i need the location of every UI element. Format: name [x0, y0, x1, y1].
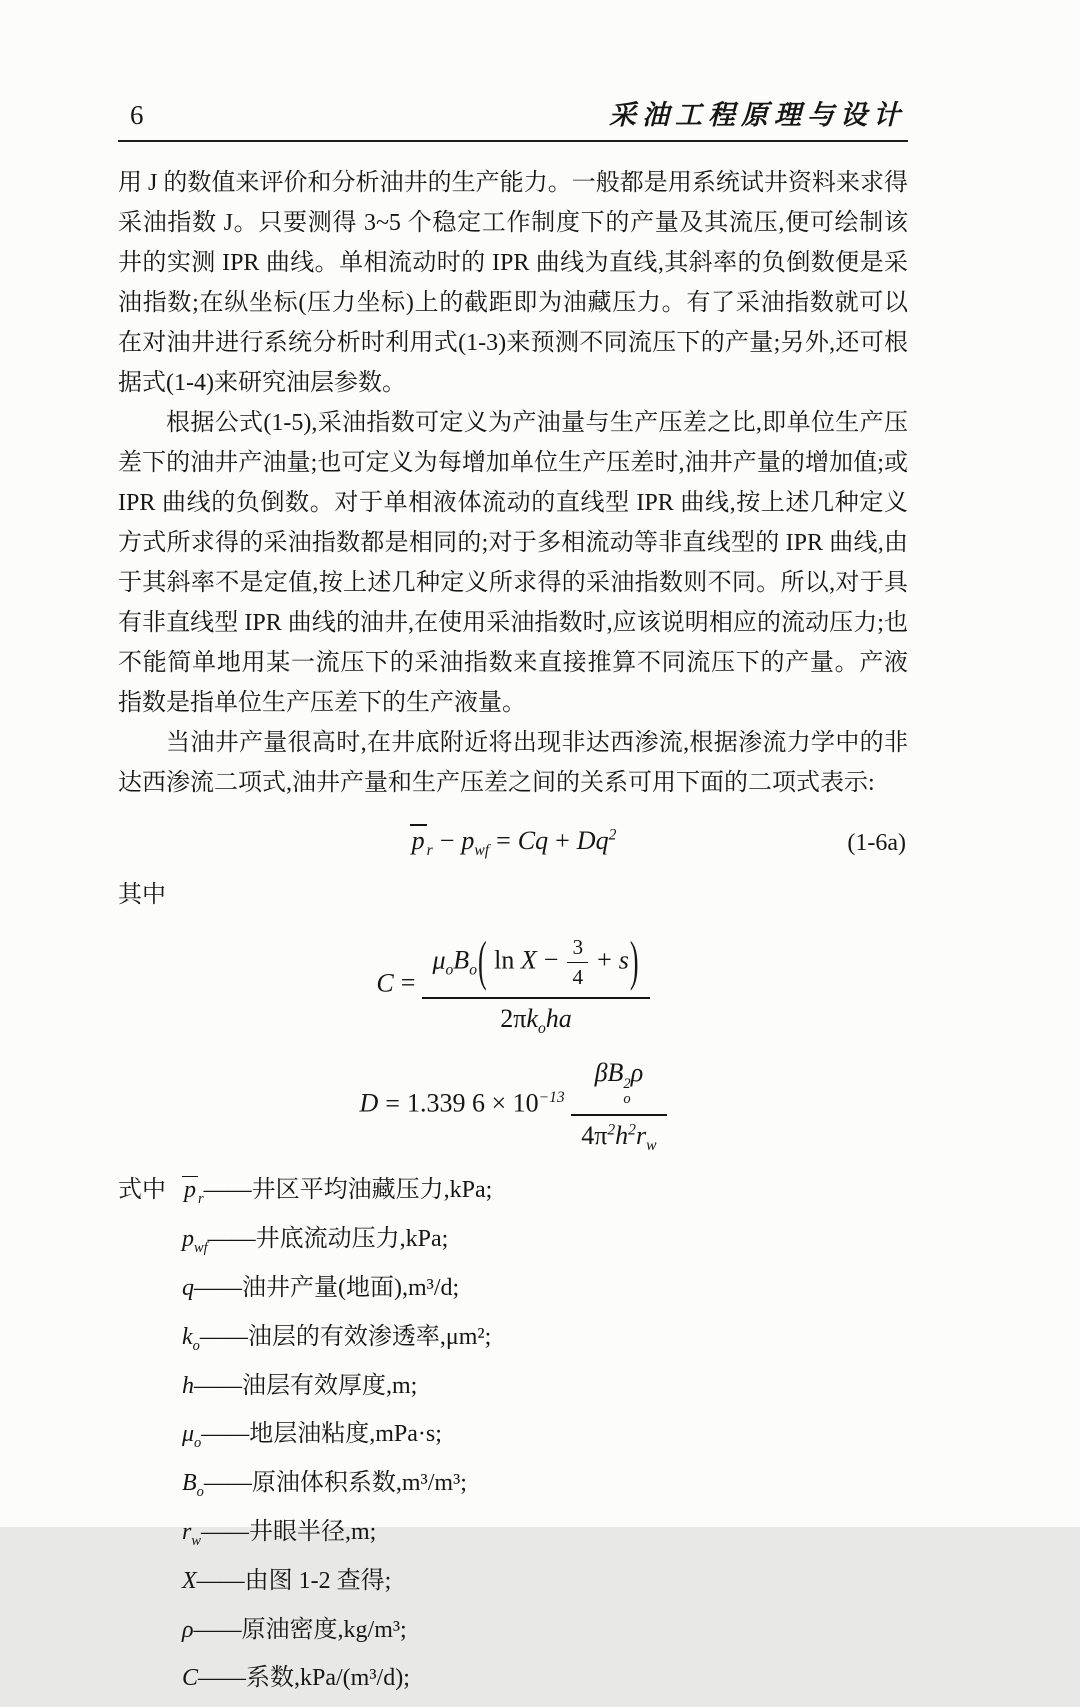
symbol-beta: β [594, 1058, 608, 1088]
definition-row-X [182, 1561, 908, 1610]
symbol-rho: ρ [630, 1058, 644, 1088]
symbol: $p_{wf}$ [182, 1226, 208, 1256]
coefficient: 1.339 6 × 10 [406, 1088, 539, 1118]
term-Dq: Dq [576, 825, 609, 855]
fraction-D-denominator [571, 1116, 666, 1156]
subscript-o: o [445, 961, 454, 979]
definition-text: ——地层油粘度,mPa·s; [201, 1421, 442, 1448]
left-paren: ( [477, 930, 487, 992]
subscript-o: o [623, 1090, 631, 1107]
B-sup-sub-stack [623, 1077, 630, 1108]
definition-text: ——原油密度,kg/m³; [193, 1616, 407, 1643]
subscript-w: w [646, 1137, 657, 1155]
numerator-3: 3 [567, 935, 588, 963]
minus-operator: − [439, 825, 455, 855]
exponent-minus-13: −13 [538, 1089, 565, 1106]
symbol-D: D [359, 1088, 379, 1118]
equals-operator: = [385, 1088, 400, 1118]
definition-row-pwf [182, 1219, 908, 1268]
term-Cq: Cq [517, 825, 549, 855]
symbol-C: C [376, 968, 394, 998]
definition-text: ——井眼半径,m; [200, 1518, 377, 1545]
definition-text: ——油层的有效渗透率,μm²; [199, 1323, 492, 1350]
plus-operator: + [597, 945, 612, 975]
page-header [118, 102, 908, 142]
book-title: 采油工程原理与设计 [609, 100, 906, 130]
symbol: $\mu_o$ [182, 1421, 202, 1452]
symbol-X: X [520, 945, 537, 975]
definition-row-C [182, 1658, 908, 1707]
symbol-p-wellbore: p [461, 825, 475, 855]
symbol-B: B [607, 1058, 624, 1088]
definition-text: ——原油体积系数,m³/m³; [203, 1470, 467, 1497]
among-which-label: 其中 [118, 881, 166, 908]
term-ha: ha [545, 1003, 572, 1033]
symbol: ρ [182, 1616, 194, 1643]
page-number: 6 [130, 100, 144, 130]
fraction-C-denominator [422, 999, 649, 1039]
superscript-2: 2 [607, 1121, 616, 1139]
superscript-2: 2 [623, 1075, 631, 1092]
paragraph-2: 根据公式(1-5),采油指数可定义为产油量与生产压差之比,即单位生产压差下的油井产油量;也可定义为每增加单位生产压差时,油井产量的增加值;或 IPR 曲线的负倒数。对于单相液体流动的直线型 IPR 曲线,按上述几种定义方式所求得的采油指数都是相同的;对于多相流动等非直线型的 IPR 曲线,由于其斜率不是定值,按上述几种定义所求得的采油指数则不同。所以,对于具有非直线型 IPR 曲线的油井,在使用采油指数时,应该说明相应的流动压力;也不能简单地用某一流压下的采油指数来直接推算不同流压下的产量。产液指数是指单位生产压差下的生产液量。 [118, 410, 908, 716]
definition-text: ——系数,kPa/(m³/d); [198, 1665, 410, 1692]
term-4pi: 4π [581, 1121, 608, 1151]
paragraph-1: 用 J 的数值来评价和分析油井的生产能力。一般都是用系统试井资料来求得采油指数 J。只要测得 3~5 个稳定工作制度下的产量及其流压,便可绘制该井的实测 IPR 曲线。单相流动时的 IPR 曲线为直线,其斜率的负倒数便是采油指数;在纵坐标(压力坐标)上的截距即为油藏压力。有了采油指数就可以在对油井进行系统分析时利用式(1-3)来预测不同流压下的产量;另外,还可根据式(1-4)来研究油层参数。 [118, 170, 908, 396]
symbol-r: r [635, 1121, 647, 1151]
equation-number-label: (1-6a) [847, 829, 906, 856]
term-2pi: 2π [500, 1003, 527, 1033]
symbol-B: B [453, 945, 470, 975]
symbol: $r_w$ [182, 1518, 201, 1549]
fraction-D-numerator [571, 1055, 666, 1116]
definition-row-ko [182, 1317, 908, 1366]
minus-operator: − [543, 945, 559, 975]
symbol-mu: μ [432, 945, 446, 975]
paragraph-3: 当油井产量很高时,在井底附近将出现非达西渗流,根据渗流力学中的非达西渗流二项式,油井产量和生产压差之间的关系可用下面的二项式表示: [118, 730, 908, 796]
symbol: X [182, 1567, 197, 1594]
subscript-r: r [426, 841, 433, 859]
symbol: $B_o$ [182, 1470, 204, 1500]
symbol-definitions [118, 1170, 908, 1707]
equals-operator: = [496, 825, 511, 855]
definition-text: ——油层有效厚度,m; [194, 1372, 418, 1399]
subscript-wf: wf [474, 841, 490, 859]
body-text [118, 163, 908, 803]
symbol-s: s [618, 945, 629, 975]
fraction-C-numerator [422, 932, 649, 999]
symbol: C [182, 1665, 199, 1692]
fraction-three-fourths [567, 935, 588, 990]
definition-row-q [182, 1268, 908, 1317]
definition-text: ——井区平均油藏压力,kPa; [203, 1177, 493, 1204]
definition-row-pr [182, 1170, 908, 1219]
equation-D [118, 1055, 908, 1156]
definition-row-rho [182, 1610, 908, 1659]
definition-row-rw [182, 1512, 908, 1561]
definition-row-h [182, 1366, 908, 1415]
ln-operator: ln [494, 945, 515, 975]
symbol-k: k [526, 1003, 538, 1033]
symbol: $k_o$ [182, 1323, 200, 1354]
symbol: h [182, 1372, 194, 1399]
equals-operator: = [400, 968, 416, 998]
fraction-D [571, 1055, 666, 1156]
where-label: 式中 [118, 1177, 166, 1204]
superscript-2: 2 [628, 1121, 636, 1139]
definition-text: ——井底流动压力,kPa; [207, 1226, 449, 1253]
subscript-o: o [469, 961, 477, 979]
definition-text: ——油井产量(地面),m³/d; [194, 1274, 460, 1301]
equation-1-6a [118, 813, 908, 873]
equation-1-6a-body [410, 825, 617, 859]
symbol-p-reservoir: p [411, 825, 425, 855]
fraction-C [422, 932, 649, 1039]
denominator-4: 4 [572, 964, 584, 989]
definition-row-Bo [182, 1463, 908, 1512]
symbol-h: h [615, 1121, 629, 1151]
symbol: p $_r$ [184, 1177, 204, 1208]
definition-text: ——由图 1-2 查得; [196, 1567, 392, 1594]
p-bar-overline [410, 824, 427, 854]
symbol: q [182, 1274, 194, 1301]
plus-operator: + [555, 825, 570, 855]
overline: p [184, 1177, 196, 1204]
subscript-o: o [537, 1020, 546, 1038]
right-paren: ) [629, 930, 639, 992]
equation-C [118, 932, 908, 1039]
definition-row-mu [182, 1414, 908, 1463]
superscript-2: 2 [608, 826, 617, 843]
